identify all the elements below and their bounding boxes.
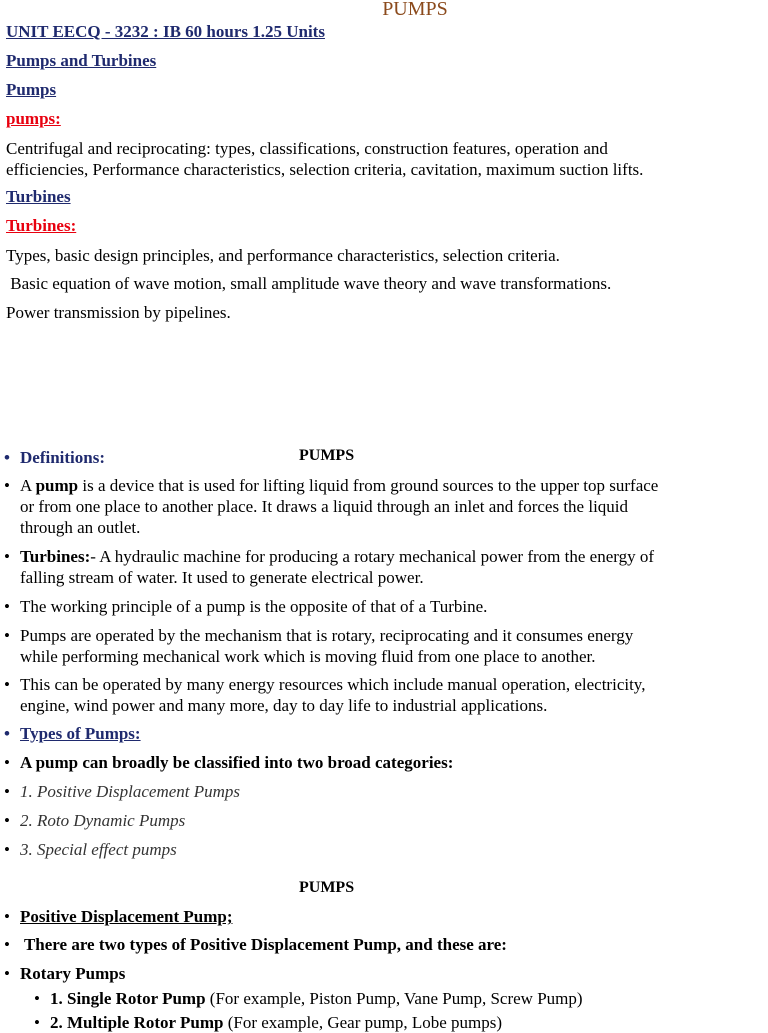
classified-text: A pump can broadly be classified into two broad categories: — [20, 753, 454, 772]
category-3-text: 3. Special effect pumps — [20, 840, 177, 859]
two-types-text: There are two types of Positive Displacement Pump, and these are: — [20, 935, 507, 954]
pumps-red-heading: pumps: — [6, 109, 61, 128]
turbines-description-line-3: Power transmission by pipelines. — [6, 303, 231, 322]
category-1-text: 1. Positive Displacement Pumps — [20, 782, 241, 801]
pumps-description-line-2: efficiencies, Performance characteristics, selection criteria, cavitation, maximum suction lifts. — [6, 160, 644, 179]
multiple-rotor-bold: 2. Multiple Rotor Pump — [50, 1013, 224, 1032]
definitions-label: Definitions: — [20, 448, 105, 467]
bullet-dot: • — [4, 626, 10, 645]
bullet-dot: • — [4, 476, 10, 495]
operated-line-2: while performing mechanical work which is moving fluid from one place to another. — [20, 647, 596, 666]
pumps-section-title-2: PUMPS — [299, 879, 355, 896]
bullet-dot: • — [4, 811, 10, 830]
working-principle-text: The working principle of a pump is the opposite of that of a Turbine. — [20, 597, 488, 616]
turbines-red-heading: Turbines: — [6, 216, 77, 235]
bullet-dot: • — [4, 840, 10, 859]
category-2-text: 2. Roto Dynamic Pumps — [20, 811, 186, 830]
pump-word: pump — [35, 476, 79, 495]
unit-line[interactable]: UNIT EECQ - 3232 : IB 60 hours 1.25 Units — [6, 22, 325, 41]
turbine-definition-line-2: falling stream of water. It used to generate electrical power. — [20, 568, 424, 587]
single-rotor-bold: 1. Single Rotor Pump — [50, 989, 206, 1008]
page-title: PUMPS — [382, 0, 448, 20]
turbines-link[interactable]: Turbines — [6, 187, 71, 206]
bullet-dot: • — [34, 1013, 40, 1032]
pump-a-text: A — [20, 476, 36, 495]
types-of-pumps-link[interactable]: Types of Pumps: — [20, 724, 141, 743]
bullet-dot: • — [4, 675, 10, 694]
energy-line-2: engine, wind power and many more, day to day life to industrial applications. — [20, 696, 548, 715]
pumps-section-title: PUMPS — [299, 447, 355, 464]
bullet-dot: • — [4, 753, 10, 772]
pumps-description-line-1: Centrifugal and reciprocating: types, classifications, construction features, operation and — [6, 139, 608, 158]
bullet-dot: • — [4, 782, 10, 801]
multiple-rotor-rest: (For example, Gear pump, Lobe pumps) — [223, 1013, 503, 1032]
pump-definition-line-1 — [20, 475, 658, 496]
bullet-dot: • — [34, 989, 40, 1008]
turbines-description-line-1: Types, basic design principles, and performance characteristics, selection criteria. — [6, 246, 560, 265]
rotary-pumps-text: Rotary Pumps — [20, 964, 126, 983]
pumps-link[interactable]: Pumps — [6, 80, 57, 99]
pump-definition-line-3: through an outlet. — [20, 518, 141, 537]
bullet-dot: • — [4, 907, 10, 926]
pdp-label: Positive Displacement Pump; — [20, 907, 233, 926]
turbines-word: Turbines: — [20, 547, 91, 566]
bullet-dot: • — [4, 597, 10, 616]
energy-line-1: This can be operated by many energy resources which include manual operation, electricity, — [20, 675, 646, 694]
pump-def-1: is a device that is used for lifting liquid from ground sources to the upper top surface — [78, 476, 659, 495]
bullet-dot: • — [4, 935, 10, 954]
bullet-dot: • — [4, 964, 10, 983]
bullet-dot: • — [4, 448, 10, 467]
pump-definition-line-2: or from one place to another place. It draws a liquid through an inlet and forces the liquid — [20, 497, 629, 516]
bullet-dot: • — [4, 724, 10, 743]
turbine-definition-line-1 — [20, 546, 654, 567]
operated-line-1: Pumps are operated by the mechanism that is rotary, reciprocating and it consumes energy — [20, 626, 634, 645]
pumps-and-turbines-link[interactable]: Pumps and Turbines — [6, 51, 157, 70]
multiple-rotor-text — [50, 1012, 502, 1033]
turbines-description-line-2: Basic equation of wave motion, small amplitude wave theory and wave transformations. — [6, 274, 612, 293]
single-rotor-text — [50, 988, 583, 1009]
bullet-dot: • — [4, 547, 10, 566]
turbine-def-1: - A hydraulic machine for producing a rotary mechanical power from the energy of — [90, 547, 655, 566]
single-rotor-rest: (For example, Piston Pump, Vane Pump, Screw Pump) — [205, 989, 583, 1008]
